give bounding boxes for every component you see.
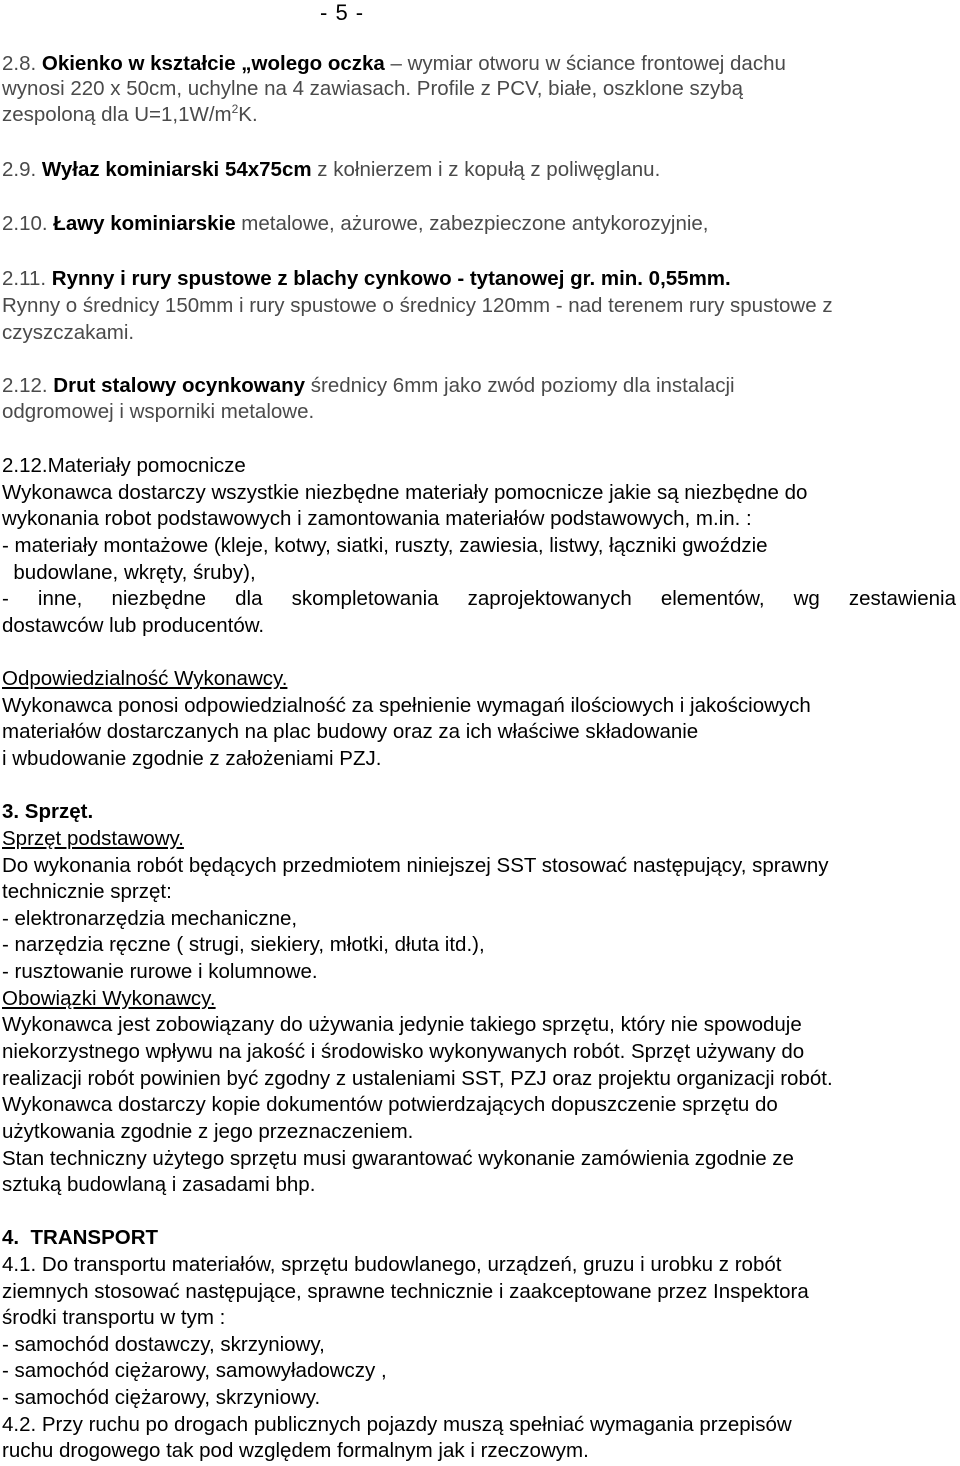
section-2-8-line-1 [2, 52, 786, 76]
paragraph-line: Wykonawca jest zobowiązany do używania jedynie takiego sprzętu, który nie spowoduje [2, 1013, 802, 1036]
paragraph-line: wykonania robot podstawowych i zamontowania materiałów podstawowych, m.in. : [2, 507, 752, 530]
section-number: 2.8. [2, 52, 42, 75]
list-item: - elektronarzędzia mechaniczne, [2, 907, 298, 930]
section-2-8-line-3 [2, 103, 258, 127]
paragraph-line: sztuką budowlaną i zasadami bhp. [2, 1173, 316, 1196]
section-2-10 [2, 212, 709, 236]
section-number: 2.12. [2, 374, 54, 397]
list-item: - materiały montażowe (kleje, kotwy, siatki, ruszty, zawiesia, listwy, łączniki gwoździe [2, 534, 768, 557]
equipment-subheading: Sprzęt podstawowy. [2, 827, 184, 850]
section-title: Rynny i rury spustowe z blachy cynkowo - tytanowej gr. min. 0,55mm. [51, 267, 731, 290]
list-item: - samochód ciężarowy, skrzyniowy. [2, 1386, 321, 1409]
section-title: Okienko w kształcie „wolego oczka [41, 52, 385, 75]
list-item: - samochód ciężarowy, samowyładowczy , [2, 1359, 387, 1382]
list-item: - narzędzia ręczne ( strugi, siekiery, młotki, dłuta itd.), [2, 933, 485, 956]
paragraph-line: Wykonawca dostarczy kopie dokumentów potwierdzających dopuszczenie sprzętu do [2, 1093, 778, 1116]
paragraph-line: Wykonawca ponosi odpowiedzialność za spełnienie wymagań ilościowych i jakościowych [2, 694, 811, 717]
paragraph-line: Stan techniczny użytego sprzętu musi gwarantować wykonanie zamówienia zgodnie ze [2, 1147, 794, 1170]
section-number: 2.10. [2, 212, 54, 235]
section-2-11-line-1 [2, 267, 731, 291]
section-2-11-line-2: Rynny o średnicy 150mm i rury spustowe o średnicy 120mm - nad terenem rury spustowe z [2, 294, 833, 317]
paragraph-line: 4.2. Przy ruchu po drogach publicznych pojazdy muszą spełniać wymagania przepisów [2, 1413, 792, 1436]
section-2-12b-heading: 2.12.Materiały pomocnicze [2, 454, 246, 477]
section-text: zespoloną dla U=1,1W/m [2, 103, 232, 126]
section-2-9 [2, 158, 660, 182]
paragraph-line: technicznie sprzęt: [2, 880, 172, 903]
paragraph-line: środki transportu w tym : [2, 1306, 226, 1329]
section-2-8-line-2: wynosi 220 x 50cm, uchylne na 4 zawiasach. Profile z PCV, białe, oszklone szybą [2, 77, 744, 100]
list-item: budowlane, wkręty, śruby), [2, 561, 256, 584]
list-item: - rusztowanie rurowe i kolumnowe. [2, 960, 318, 983]
section-3-heading: 3. Sprzęt. [2, 800, 94, 823]
section-number: 2.11. [2, 267, 52, 290]
paragraph-line: realizacji robót powinien być zgodny z ustaleniami SST, PZJ oraz projektu organizacji robót. [2, 1067, 833, 1090]
paragraph-line: ruchu drogowego tak pod względem formalnym jak i rzeczowym. [2, 1439, 589, 1462]
paragraph-line: materiałów dostarczanych na plac budowy oraz za ich właściwe składowanie [2, 720, 699, 743]
section-2-12a-line-1 [2, 374, 735, 398]
paragraph-line: ziemnych stosować następujące, sprawne technicznie i zaakceptowane przez Inspektora [2, 1280, 809, 1303]
list-item: - samochód dostawczy, skrzyniowy, [2, 1333, 325, 1356]
paragraph-line: i wbudowanie zgodnie z założeniami PZJ. [2, 747, 382, 770]
section-title: Drut stalowy ocynkowany [53, 374, 306, 397]
section-number: 2.9. [2, 158, 42, 181]
superscript: 2 [231, 102, 239, 117]
section-text: K. [238, 103, 258, 126]
paragraph-line: Wykonawca dostarczy wszystkie niezbędne materiały pomocnicze jakie są niezbędne do [2, 481, 808, 504]
paragraph-line: dostawców lub producentów. [2, 614, 265, 637]
list-item: - inne, niezbędne dla skompletowania zaprojektowanych elementów, wg zestawienia [2, 587, 956, 610]
paragraph-line: niekorzystnego wpływu na jakość i środowisko wykonywanych robót. Sprzęt używany do [2, 1040, 805, 1063]
duties-heading: Obowiązki Wykonawcy. [2, 987, 216, 1010]
section-2-11-line-3: czyszczakami. [2, 321, 135, 344]
paragraph-line: Do wykonania robót będących przedmiotem niniejszej SST stosować następujący, sprawny [2, 854, 829, 877]
responsibility-heading: Odpowiedzialność Wykonawcy. [2, 667, 288, 690]
paragraph-line: użytkowania zgodnie z jego przeznaczeniem. [2, 1120, 414, 1143]
section-title: Wyłaz kominiarski 54x75cm [41, 158, 312, 181]
section-4-heading: 4. TRANSPORT [2, 1226, 159, 1249]
section-text: – wymiar otworu w ściance frontowej dachu [384, 52, 786, 75]
section-text: średnicy 6mm jako zwód poziomy dla instalacji [305, 374, 735, 397]
section-title: Ławy kominiarskie [53, 212, 236, 235]
section-text: z kołnierzem i z kopułą z poliwęglanu. [311, 158, 661, 181]
section-2-12a-line-2: odgromowej i wsporniki metalowe. [2, 400, 315, 423]
paragraph-line: 4.1. Do transportu materiałów, sprzętu budowlanego, urządzeń, gruzu i urobku z robót [2, 1253, 782, 1276]
page-number: - 5 - [320, 0, 365, 25]
section-text: metalowe, ażurowe, zabezpieczone antykorozyjnie, [235, 212, 709, 235]
